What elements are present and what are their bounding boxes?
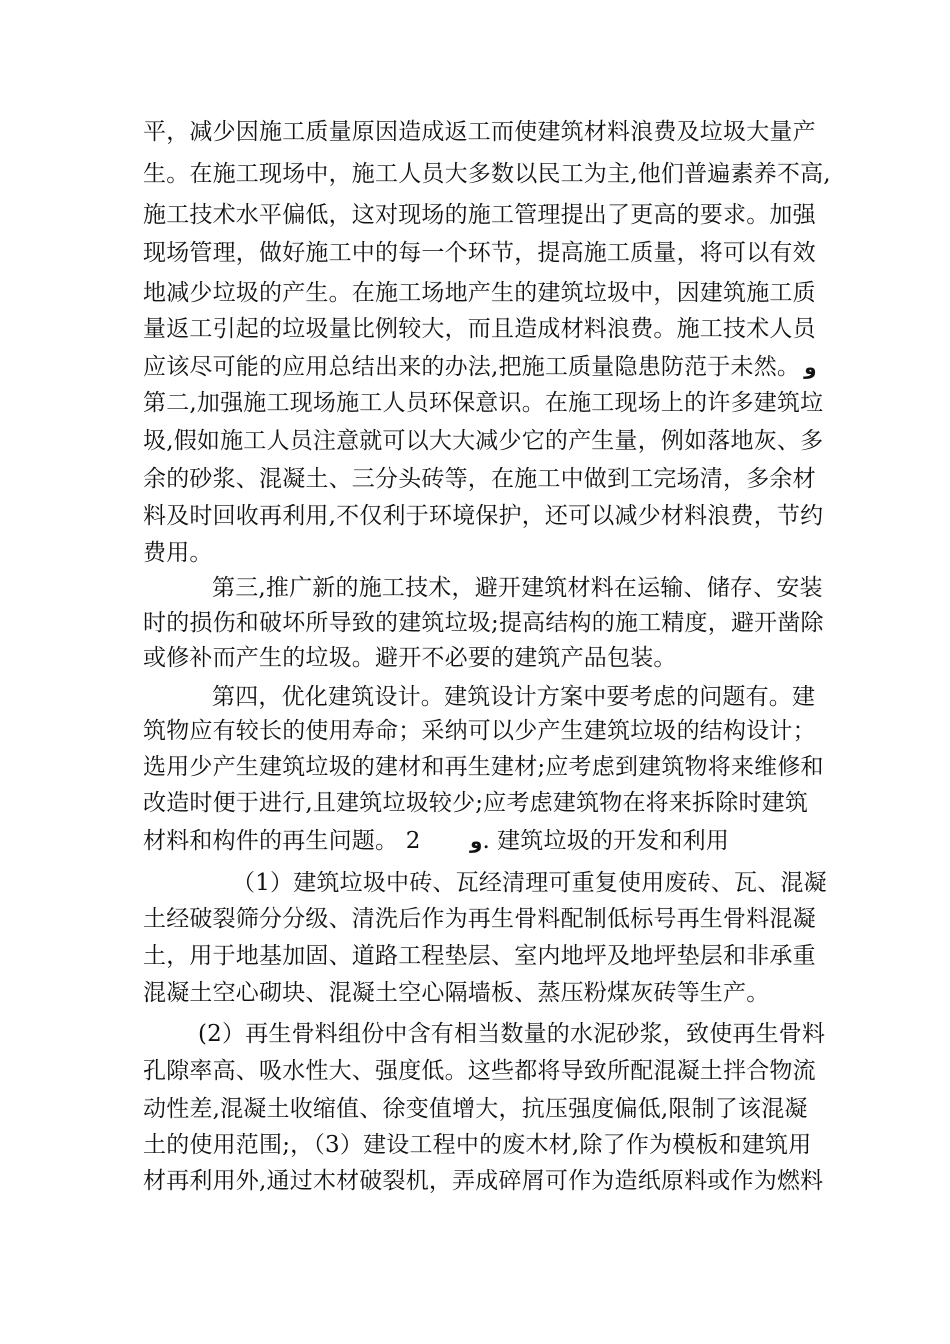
text-line: 孔隙率高、吸水性大、强度低。这些都将导致所配混凝土拌合物流 — [143, 1058, 816, 1084]
text-line: 第三,推广新的施工技术，避开建筑材料在运输、储存、安装 — [212, 575, 823, 601]
text-line: 土经破裂筛分分级、清洗后作为再生骨料配制低标号再生骨料混凝 — [143, 906, 816, 932]
stray-mark: و — [470, 829, 483, 853]
section-heading — [470, 826, 729, 856]
text-line: 第二,加强施工现场施工人员环保意识。在施工现场上的许多建筑垃 — [143, 390, 824, 416]
text-line: 地减少垃圾的产生。在施工场地产生的建筑垃圾中，因建筑施工质 — [143, 280, 816, 306]
text-line: 生。在施工现场中，施工人员大多数以民工为主,他们普遍素养不高, — [143, 161, 831, 187]
text-line: 时的损伤和破坏所导致的建筑垃圾;提高结构的施工精度，避开凿除 — [143, 610, 824, 636]
text-line: （1）建筑垃圾中砖、瓦经清理可重复使用废砖、瓦、混凝 — [232, 870, 827, 896]
text-line: 平，减少因施工质量原因造成返工而使建筑材料浪费及垃圾大量产 — [143, 119, 816, 145]
text-line: 改造时便于进行,且建筑垃圾较少;应考虑建筑物在将来拆除时建筑 — [143, 790, 809, 816]
text-line: 圾,假如施工人员注意就可以大大减少它的产生量，例如落地灰、多 — [143, 428, 824, 454]
section-heading-text: . 建筑垃圾的开发和利用 — [482, 828, 730, 854]
text-line: 第四，优化建筑设计。建筑设计方案中要考虑的问题有。建 — [212, 684, 816, 710]
text-line: 土，用于地基加固、道路工程垫层、室内地坪及地坪垫层和非承重 — [143, 943, 816, 969]
text-line: 动性差,混凝土收缩值、徐变值增大，抗压强度偏低,限制了该混凝 — [143, 1096, 808, 1122]
text-line: 选用少产生建筑垃圾的建材和再生建材;应考虑到建筑物将来维修和 — [143, 754, 824, 780]
text-line: 筑物应有较长的使用寿命；采纳可以少产生建筑垃圾的结构设计； — [143, 718, 816, 744]
text-line: 量返工引起的垃圾量比例较大，而且造成材料浪费。施工技术人员 — [143, 316, 816, 342]
text-line — [143, 352, 817, 382]
text-line: 混凝土空心砌块、混凝土空心隔墙板、蒸压粉煤灰砖等生产。 — [143, 980, 770, 1006]
text-line: (2）再生骨料组份中含有相当数量的水泥砂浆，致使再生骨料 — [198, 1021, 826, 1047]
text-line: 余的砂浆、混凝土、三分头砖等，在施工中做到工完场清，多余材 — [143, 466, 816, 492]
text-line-body: 应该尽可能的应用总结出来的办法,把施工质量隐患防范于未然。 — [143, 354, 801, 380]
text-line: 现场管理，做好施工中的每一个环节，提高施工质量，将可以有效 — [143, 240, 816, 266]
stray-mark: و — [804, 355, 817, 379]
text-line: 费用。 — [143, 540, 213, 566]
text-line: 材料和构件的再生问题。 2 — [143, 828, 421, 854]
text-line: 土的使用范围;，（3）建设工程中的废木材,除了作为模板和建筑用 — [143, 1132, 812, 1158]
text-line: 材再利用外,通过木材破裂机，弄成碎屑可作为造纸原料或作为燃料 — [143, 1168, 824, 1194]
text-line: 施工技术水平偏低，这对现场的施工管理提出了更高的要求。加强 — [143, 202, 816, 228]
text-line: 或修补而产生的垃圾。避开不必要的建筑产品包装。 — [143, 645, 677, 671]
text-line: 料及时回收再利用,不仅利于环境保护，还可以减少材料浪费，节约 — [143, 503, 824, 529]
